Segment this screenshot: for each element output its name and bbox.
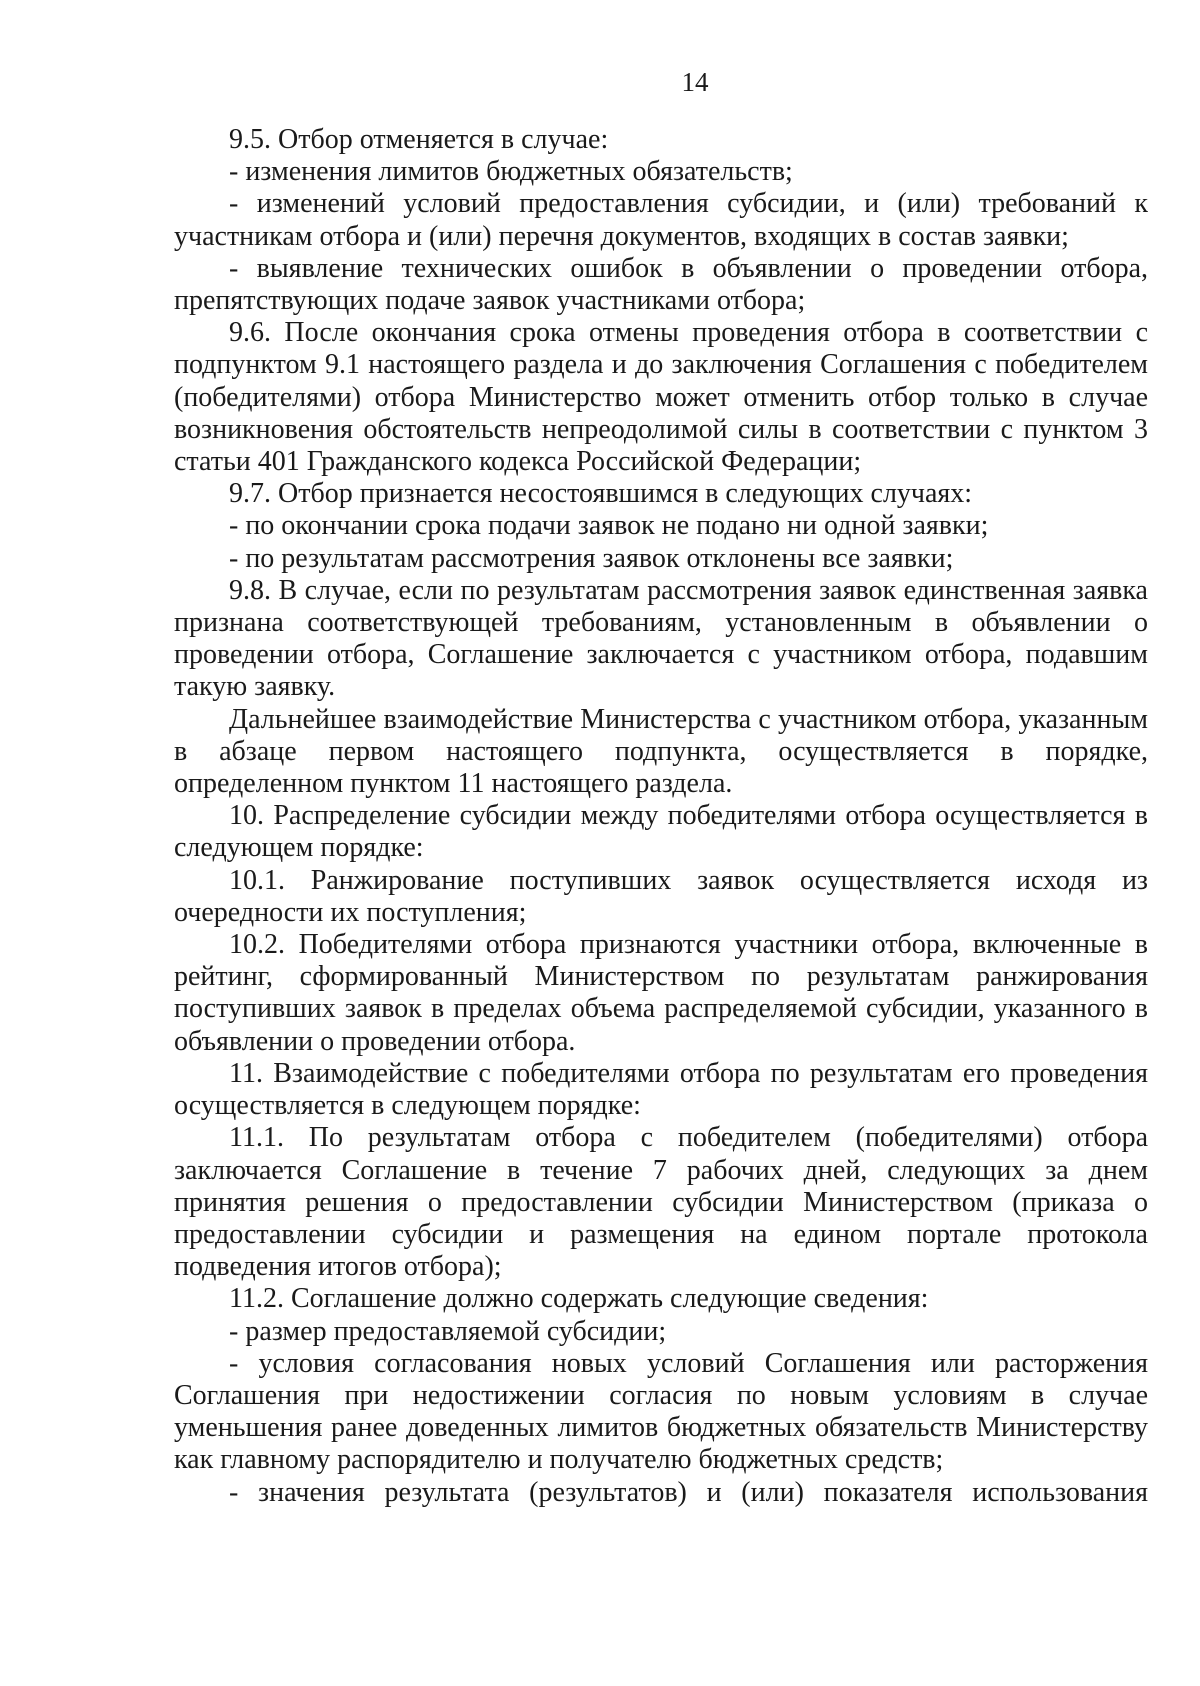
paragraph-11-2: 11.2. Соглашение должно содержать следующие сведения: [229,1283,929,1315]
paragraph-9-6: 9.6. После окончания срока отмены проведения отбора в соответствии с подпунктом 9.1 настоящего раздела и до заключения Соглашения с победителем (победителями) отбора Министерство может отменить отбор только в случае возникновения обстоятельств непреодолимой силы в соответствии с пунктом 3 статьи 401 Гражданского кодекса Российской Федерации; [174,317,1148,478]
paragraph-10-1: 10.1. Ранжирование поступивших заявок осуществляется исходя из очередности их поступления; [174,864,1148,928]
paragraph-item: - условия согласования новых условий Соглашения или расторжения Соглашения при недостижении согласия по новым условиям в случае уменьшения ранее доведенных лимитов бюджетных обязательств Министерству как главному распорядителю и получателю бюджетных средств; [174,1347,1148,1476]
paragraph-item: - размер предоставляемой субсидии; [229,1315,667,1347]
paragraph-9-8: 9.8. В случае, если по результатам рассмотрения заявок единственная заявка признана соответствующей требованиям, установленным в объявлении о проведении отбора, Соглашение заключается с участником отбора, подавшим такую заявку. [174,574,1148,703]
paragraph-item-continued: - значения результата (результатов) и (или) показателя использования [229,1476,1148,1508]
paragraph-9-7: 9.7. Отбор признается несостоявшимся в следующих случаях: [229,478,973,510]
paragraph-11-1: 11.1. По результатам отбора с победителем (победителями) отбора заключается Соглашение в течение 7 рабочих дней, следующих за днем принятия решения о предоставлении субсидии Министерством (приказа о предоставлении субсидии и размещения на едином портале протокола подведения итогов отбора); [174,1122,1148,1283]
paragraph-11: 11. Взаимодействие с победителями отбора по результатам его проведения осуществляется в следующем порядке: [174,1057,1148,1122]
page-number: 14 [681,67,709,97]
paragraph-9-5: 9.5. Отбор отменяется в случае: [229,124,609,155]
paragraph-10: 10. Распределение субсидии между победителями отбора осуществляется в следующем порядке: [174,800,1148,864]
paragraph-item: - по окончании срока подачи заявок не подано ни одной заявки; [229,510,989,542]
paragraph-10-2: 10.2. Победителями отбора признаются участники отбора, включенные в рейтинг, сформированный Министерством по результатам ранжирования поступивших заявок в пределах объема распределяемой субсидии, указанного в объявлении о проведении отбора. [174,929,1148,1057]
paragraph-item: Дальнейшее взаимодействие Министерства с участником отбора, указанным в абзаце первом настоящего подпункта, осуществляется в порядке, определенном пунктом 11 настоящего раздела. [174,703,1148,800]
paragraph-item: - изменений условий предоставления субсидии, и (или) требований к участникам отбора и (или) перечня документов, входящих в состав заявки; [174,188,1148,252]
paragraph-item: - выявление технических ошибок в объявлении о проведении отбора, препятствующих подаче заявок участниками отбора; [174,252,1148,317]
document-body [174,124,1148,1509]
paragraph-item: - изменения лимитов бюджетных обязательств; [229,156,793,188]
paragraph-item: - по результатам рассмотрения заявок отклонены все заявки; [229,542,954,574]
